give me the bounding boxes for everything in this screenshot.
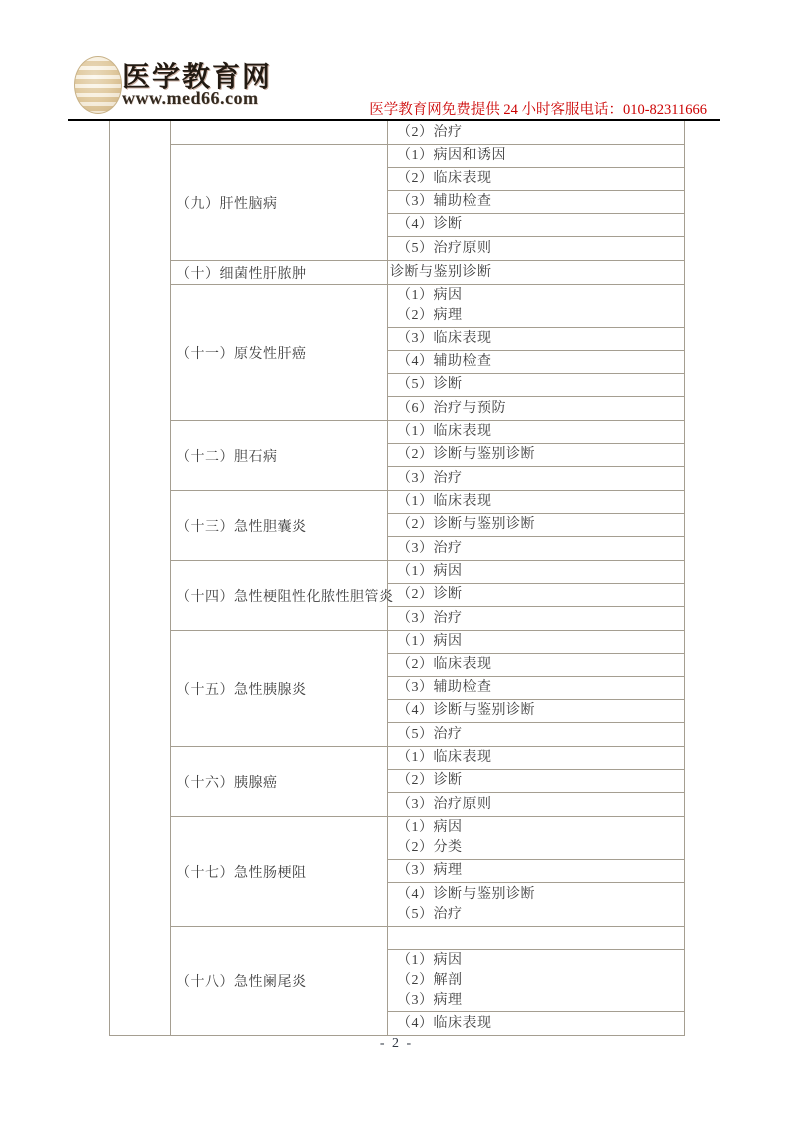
disease-name-cell: （十）细菌性肝脓肿 <box>171 261 388 284</box>
topic-line: （2）分类 <box>397 840 463 855</box>
topic-line: （2）诊断与鉴别诊断 <box>397 517 535 532</box>
topic-cell <box>388 374 684 397</box>
topic-line: （3）病理 <box>397 992 463 1008</box>
topic-line: （1）病因 <box>397 952 463 968</box>
disease-name-cell <box>171 121 388 144</box>
topic-cell <box>388 631 684 654</box>
topic-cell <box>388 191 684 214</box>
table-block <box>171 261 684 285</box>
disease-name-cell: （九）肝性脑病 <box>171 145 388 260</box>
topic-line: （5）治疗 <box>397 726 463 742</box>
topic-column <box>388 285 684 420</box>
topic-cell <box>388 700 684 723</box>
topic-cell <box>388 237 684 260</box>
topic-column <box>388 491 684 560</box>
topic-column <box>388 121 684 144</box>
topic-line: （1）病因 <box>397 288 463 303</box>
topic-cell <box>388 927 684 950</box>
topic-line: （3）临床表现 <box>397 331 492 346</box>
topic-line: （5）诊断 <box>397 377 463 392</box>
topic-line: 诊断与鉴别诊断 <box>390 264 492 280</box>
logo-globe-icon <box>74 56 122 114</box>
topic-line: （2）临床表现 <box>397 657 492 672</box>
topic-line: （3）辅助检查 <box>397 680 492 695</box>
topic-line: （1）病因 <box>397 634 463 649</box>
topic-cell <box>388 421 684 444</box>
table-block <box>171 421 684 491</box>
topic-column <box>388 145 684 260</box>
topic-line: （2）治疗 <box>397 124 463 140</box>
topic-line: （5）治疗 <box>397 906 463 922</box>
topic-line: （4）诊断 <box>397 217 463 232</box>
topic-line: （1）病因和诱因 <box>397 148 506 163</box>
disease-name-cell: （十五）急性胰腺炎 <box>171 631 388 746</box>
disease-name-cell: （十一）原发性肝癌 <box>171 285 388 420</box>
topic-line: （4）诊断与鉴别诊断 <box>397 886 535 902</box>
topic-cell <box>388 793 684 816</box>
topic-line: （5）治疗原则 <box>397 240 492 256</box>
disease-name-cell: （十七）急性肠梗阻 <box>171 817 388 926</box>
logo-title: 医学教育网 <box>122 62 273 93</box>
topic-cell <box>388 584 684 607</box>
header-service-notice: 医学教育网免费提供 24 小时客服电话：010-82311666 <box>369 102 707 118</box>
syllabus-table <box>109 121 685 1036</box>
disease-name-cell: （十六）胰腺癌 <box>171 747 388 816</box>
topic-line: （3）治疗 <box>397 540 463 556</box>
topic-line: （2）病理 <box>397 308 463 323</box>
topic-cell <box>388 817 684 860</box>
topic-cell <box>388 444 684 467</box>
topic-cell <box>388 747 684 770</box>
topic-cell <box>388 770 684 793</box>
topic-cell <box>388 607 684 630</box>
topic-cell <box>388 950 684 1012</box>
topic-cell <box>388 328 684 351</box>
topic-line: （2）临床表现 <box>397 171 492 186</box>
topic-cell <box>388 285 684 328</box>
topic-line: （1）病因 <box>397 564 463 579</box>
topic-line: （1）病因 <box>397 820 463 835</box>
topic-column <box>388 927 684 1035</box>
disease-name-cell: （十四）急性梗阻性化脓性胆管炎 <box>171 561 388 630</box>
disease-name-cell: （十八）急性阑尾炎 <box>171 927 388 1035</box>
table-block <box>171 145 684 261</box>
topic-column <box>388 421 684 490</box>
topic-cell <box>388 261 684 284</box>
topic-column <box>388 631 684 746</box>
topic-line: （4）辅助检查 <box>397 354 492 369</box>
topic-cell <box>388 654 684 677</box>
topic-cell <box>388 214 684 237</box>
topic-cell <box>388 397 684 420</box>
page-number: - 2 - <box>379 1036 414 1051</box>
topic-cell <box>388 723 684 746</box>
table-block <box>171 817 684 927</box>
topic-line: （6）治疗与预防 <box>397 400 506 416</box>
logo-url: www.med66.com <box>122 88 259 108</box>
table-block <box>171 747 684 817</box>
topic-line: （3）辅助检查 <box>397 194 492 209</box>
topic-cell <box>388 860 684 883</box>
topic-column <box>388 817 684 926</box>
topic-line: （3）治疗 <box>397 610 463 626</box>
topic-cell <box>388 145 684 168</box>
topic-line: （3）治疗 <box>397 470 463 486</box>
topic-column <box>388 261 684 284</box>
topic-line: （2）诊断 <box>397 587 463 602</box>
topic-cell <box>388 1012 684 1035</box>
topic-cell <box>388 121 684 144</box>
table-block <box>171 561 684 631</box>
topic-cell <box>388 537 684 560</box>
topic-cell <box>388 677 684 700</box>
table-block <box>171 491 684 561</box>
table-gutter-cell <box>110 121 171 1035</box>
topic-cell <box>388 514 684 537</box>
topic-line: （4）诊断与鉴别诊断 <box>397 703 535 718</box>
disease-name-cell: （十三）急性胆囊炎 <box>171 491 388 560</box>
topic-line: （2）解剖 <box>397 972 463 988</box>
topic-cell <box>388 491 684 514</box>
topic-cell <box>388 168 684 191</box>
topic-column <box>388 747 684 816</box>
topic-line: （3）病理 <box>397 863 463 878</box>
topic-line: （1）临床表现 <box>397 750 492 765</box>
table-block <box>171 927 684 1035</box>
topic-cell <box>388 561 684 584</box>
topic-cell <box>388 883 684 926</box>
topic-line: （4）临床表现 <box>397 1015 492 1031</box>
table-block <box>171 631 684 747</box>
disease-name-cell: （十二）胆石病 <box>171 421 388 490</box>
table-body <box>171 121 684 1035</box>
topic-cell <box>388 351 684 374</box>
topic-line: （2）诊断 <box>397 773 463 788</box>
topic-column <box>388 561 684 630</box>
topic-cell <box>388 467 684 490</box>
table-block <box>171 121 684 145</box>
topic-line: （1）临床表现 <box>397 424 492 439</box>
topic-line: （1）临床表现 <box>397 494 492 509</box>
topic-line: （2）诊断与鉴别诊断 <box>397 447 535 462</box>
table-block <box>171 285 684 421</box>
topic-line: （3）治疗原则 <box>397 796 492 812</box>
